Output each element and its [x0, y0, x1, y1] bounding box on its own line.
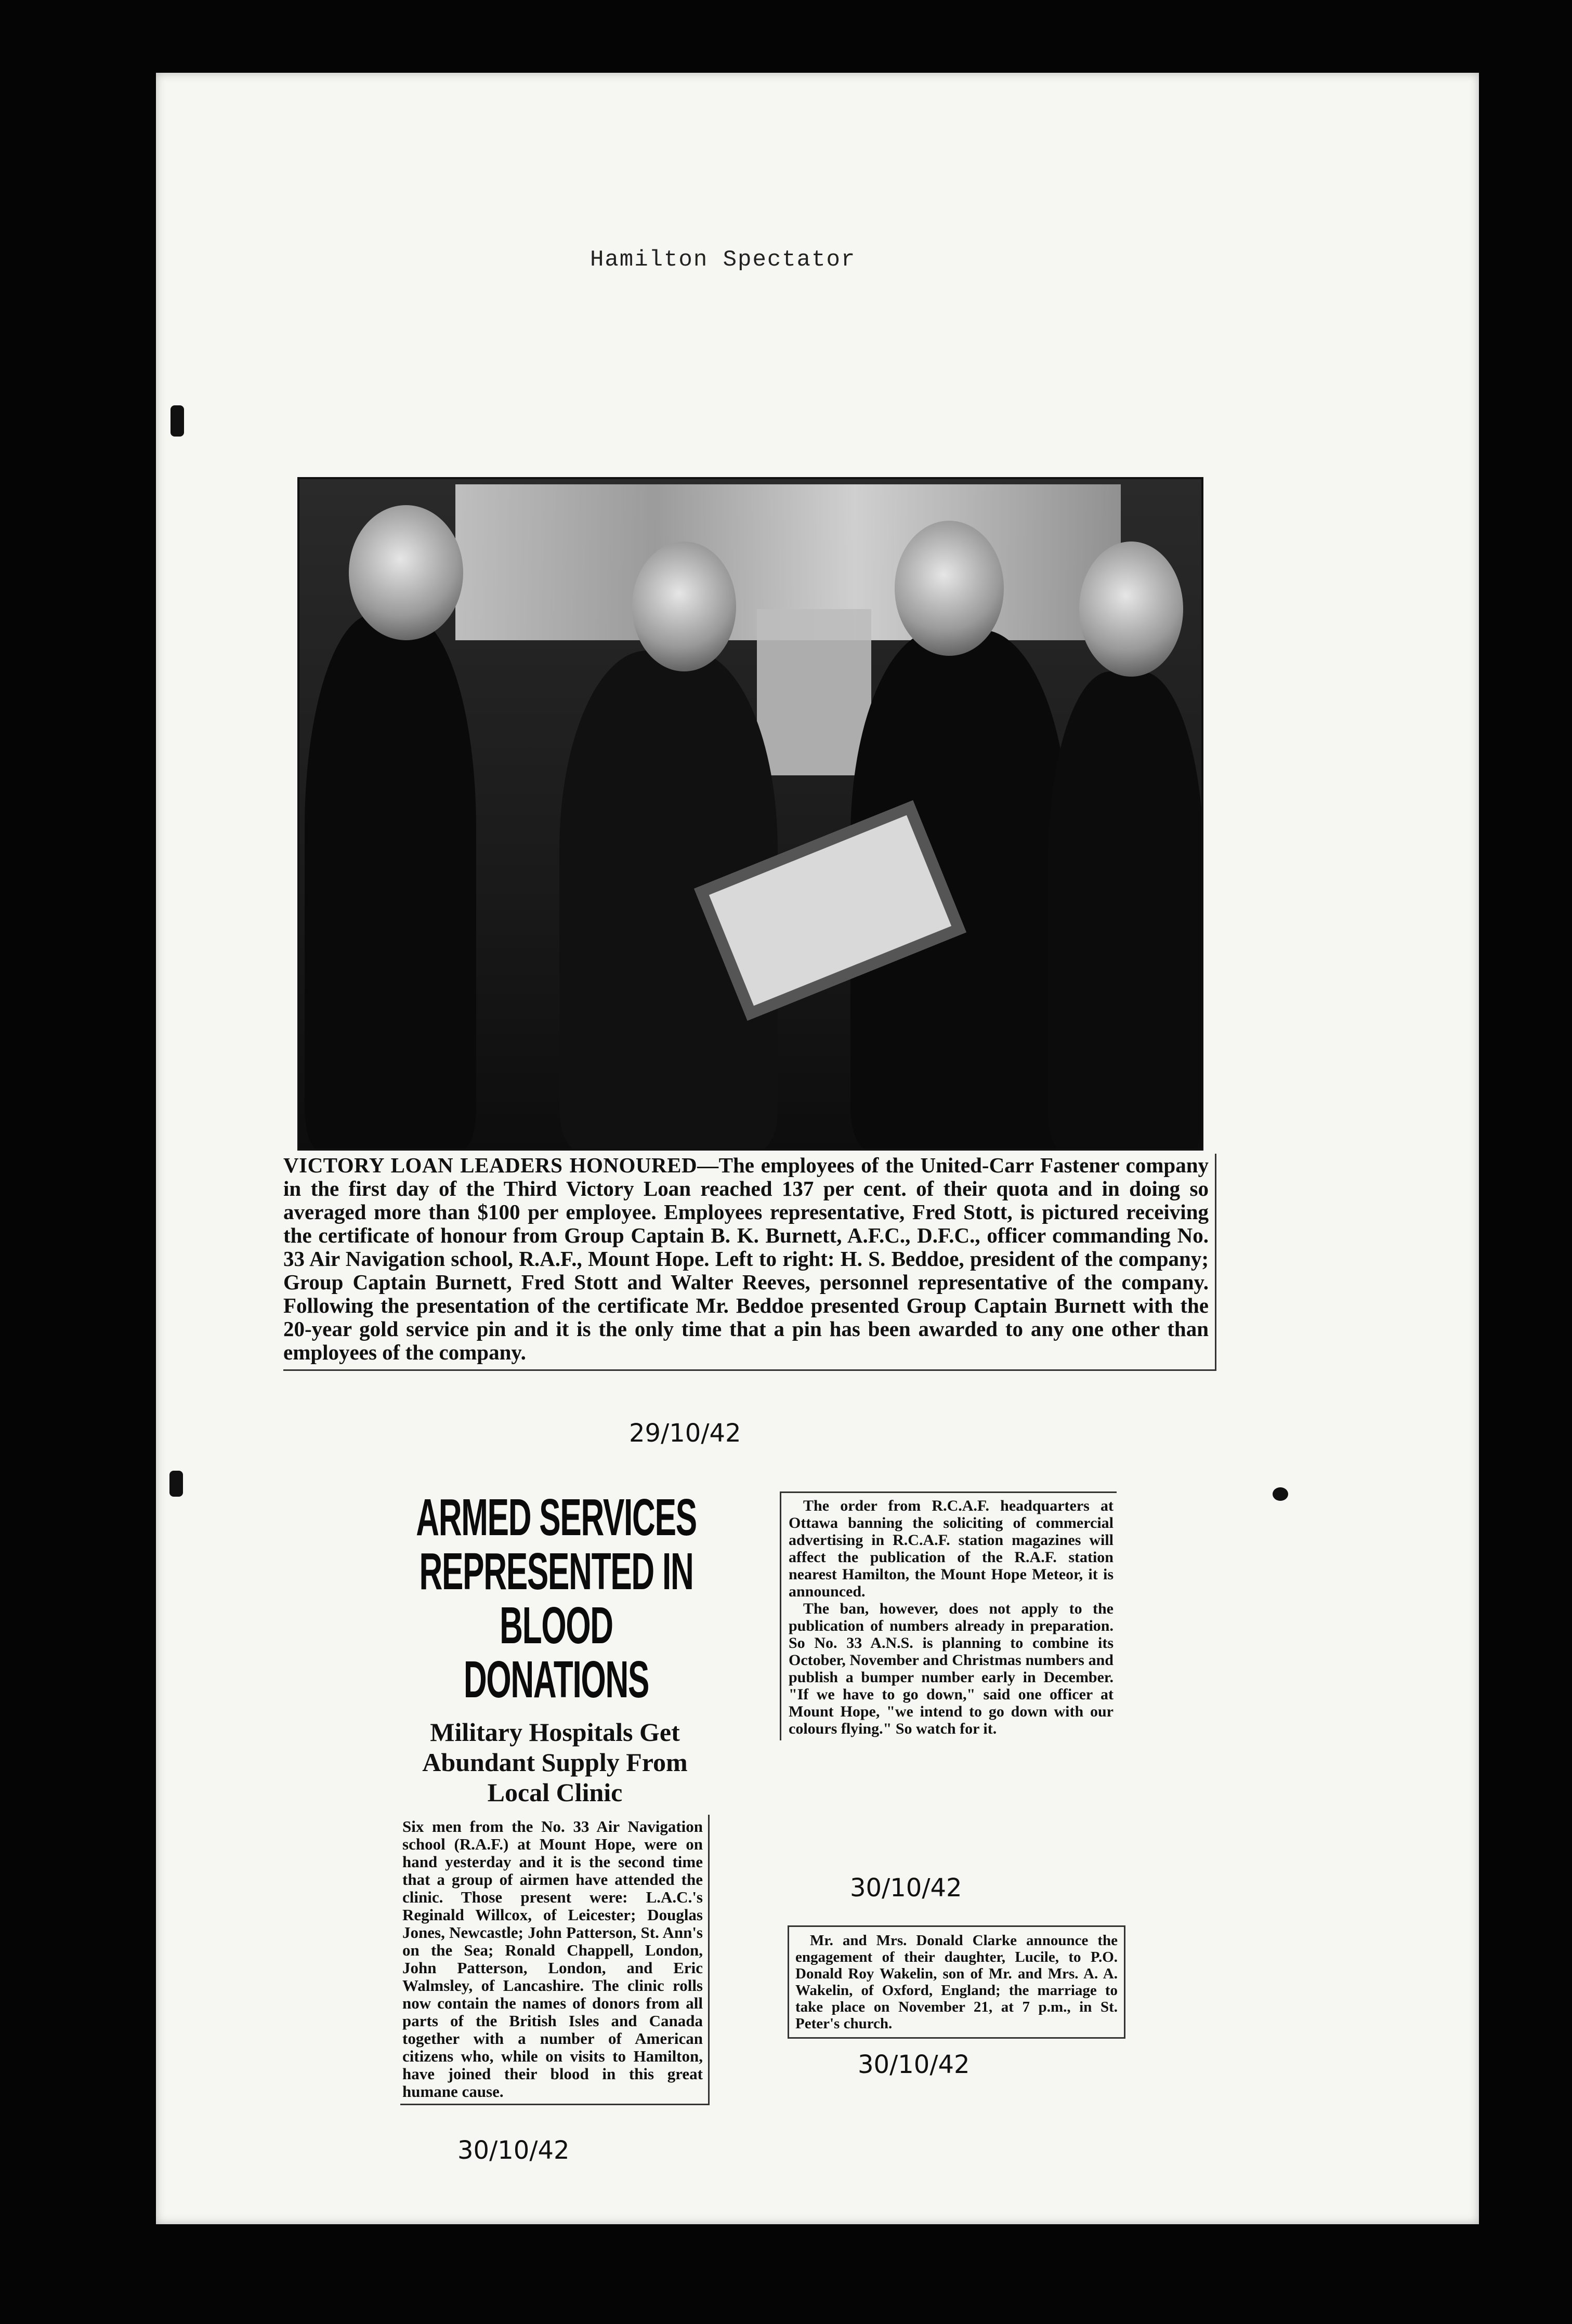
article-paragraph: The order from R.C.A.F. headquarters at Ottawa banning the soliciting of commercial advertising in R.C.A.F. station magazines will affect the publication of the R.A.F. station nearest Hamilton, the Mount Hope Meteor, it is announced.: [789, 1497, 1114, 1600]
man-right-suit: [1048, 671, 1203, 1150]
newspaper-name: Hamilton Spectator: [590, 247, 856, 273]
man-left-suit: [305, 614, 476, 1150]
article-mount-hope-meteor: [780, 1491, 1117, 1740]
handwritten-date: 30/10/42: [850, 1873, 962, 1903]
headline-line: REPRESENTED IN: [419, 1542, 693, 1601]
man-third-head: [895, 521, 1004, 656]
handwritten-date: 29/10/42: [629, 1419, 741, 1448]
article-body: Six men from the No. 33 Air Navigation school (R.A.F.) at Mount Hope, were on hand yesterday and it is the second time that a group of airmen have attended the clinic. Those present were: L.A.C.'s Reginald Willcox, of Leicester; Douglas Jones, Newcastle; John Patterson, St. Ann's on the Sea; Ronald Chappell, London, John Patterson, London, and Eric Walmsley, of Lancashire. The clinic rolls now contain the names of donors from all parts of the British Isles and Canada together with a number of American citizens who, while on visits to Hamilton, have joined their blood in this great humane cause.: [400, 1815, 710, 2105]
article-blood-donations: [400, 1490, 710, 2105]
binder-mark: [1273, 1487, 1288, 1501]
headline-line: ARMED SERVICES: [416, 1488, 697, 1547]
article-headline: [411, 1490, 701, 1707]
engagement-notice: Mr. and Mrs. Donald Clarke announce the engagement of their daughter, Lucile, to P.O. Donald Roy Wakelin, son of Mr. and Mrs. A. A. Wakelin, of Oxford, England; the marriage to take place on November 21, at 7 p.m., in St. Peter's church.: [788, 1925, 1125, 2039]
man-left-head: [349, 505, 463, 640]
handwritten-date: 30/10/42: [858, 2050, 970, 2079]
binder-mark: [169, 1471, 183, 1497]
article-subhead: Military Hospitals Get Abundant Supply From Local Clinic: [422, 1718, 688, 1807]
news-photo: [297, 477, 1203, 1151]
flag-drape: [757, 609, 871, 775]
article-paragraph: The ban, however, does not apply to the publication of numbers already in preparation. So No. 33 A.N.S. is planning to combine its October, November and Christmas numbers and publish a bumper number early in December. "If we have to go down," said one officer at Mount Hope, "we intend to go down with our colours flying." So watch for it.: [789, 1600, 1114, 1737]
binder-mark: [171, 405, 184, 437]
man-second-head: [632, 542, 736, 671]
handwritten-date: 30/10/42: [457, 2136, 570, 2165]
man-right-head: [1079, 542, 1183, 677]
photo-caption: [283, 1154, 1216, 1371]
caption-text: The employees of the United-Carr Fastener company in the first day of the Third Victory Loan reached 137 per cent. of their quota and in doing so averaged more than $100 per employee. Employees representative, Fred Stott, is pictured receiving the certificate of honour from Group Captain B. K. Burnett, A.F.C., D.F.C., officer commanding No. 33 Air Navigation school, R.A.F., Mount Hope. Left to right: H. S. Beddoe, president of the company; Group Captain Burnett, Fred Stott and Walter Reeves, personnel representative of the company. Following the presentation of the certificate Mr. Beddoe presented Group Captain Burnett with the 20-year gold service pin and it is the only time that a pin has been awarded to any one other than employees of the company.: [283, 1153, 1209, 1364]
headline-line: BLOOD DONATIONS: [463, 1596, 649, 1709]
caption-headline: VICTORY LOAN LEADERS HONOURED—: [283, 1153, 719, 1177]
